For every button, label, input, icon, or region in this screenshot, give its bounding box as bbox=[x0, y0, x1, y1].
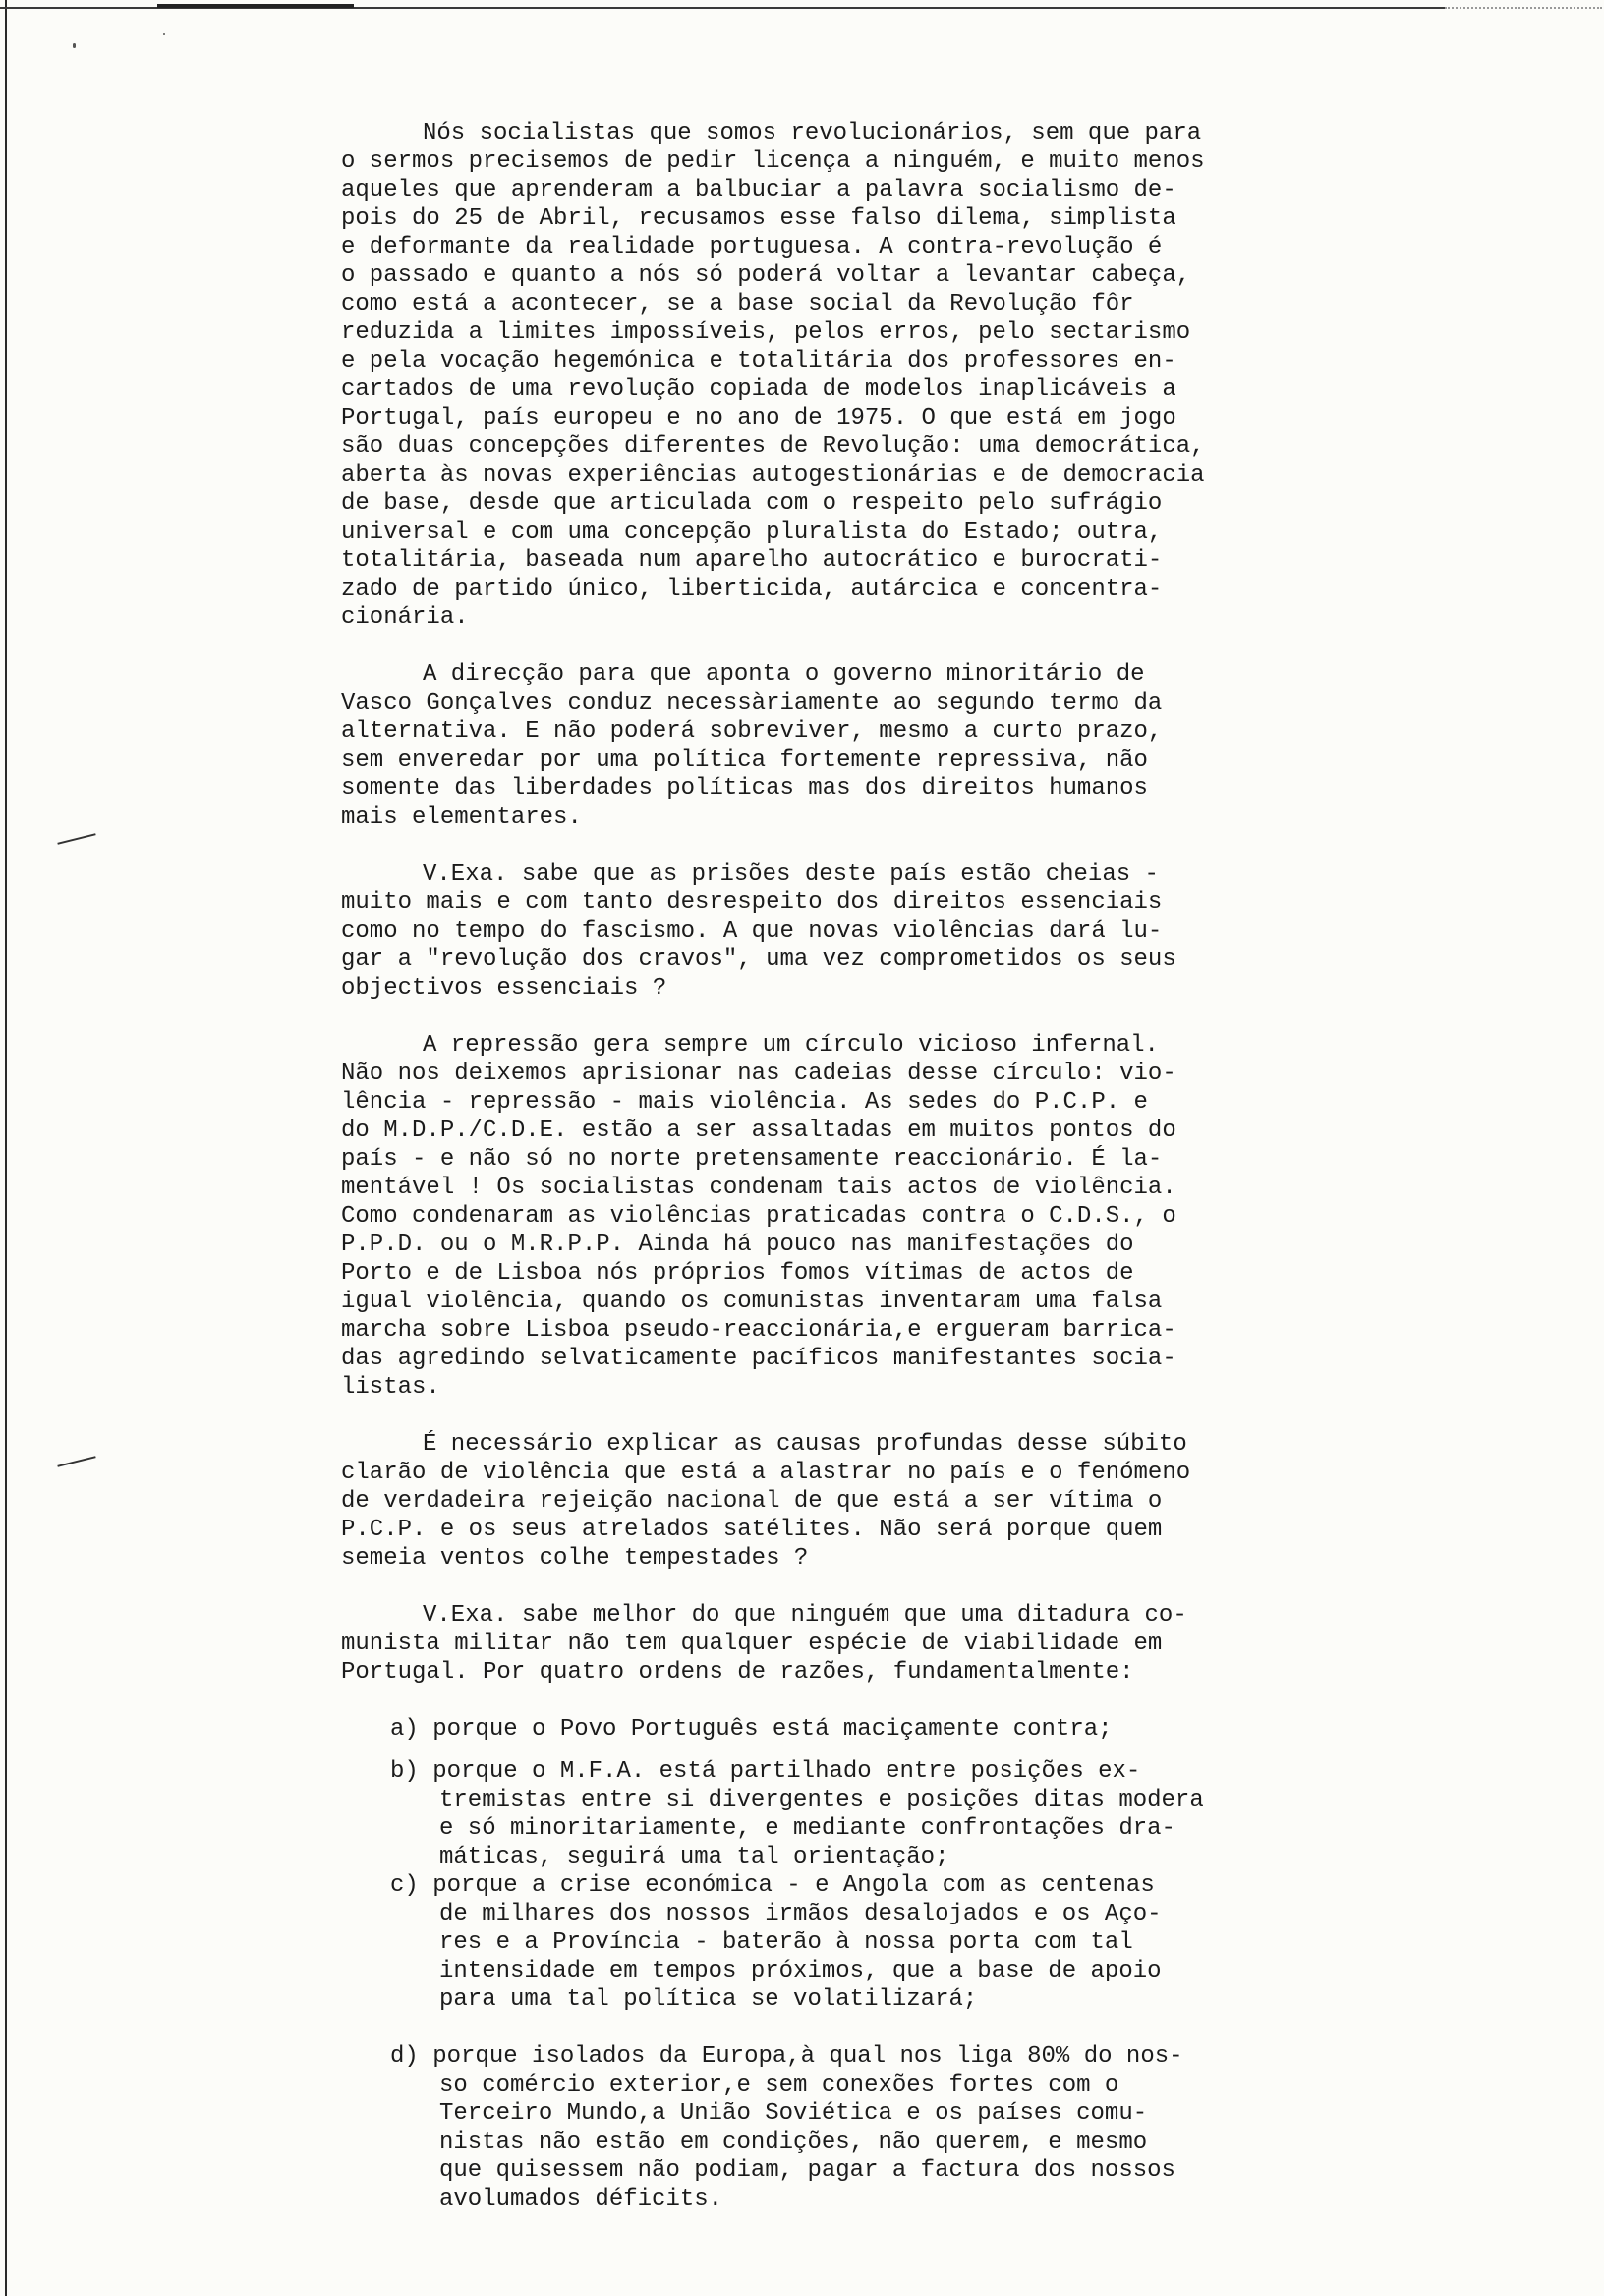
text-line: res e a Província - baterão à nossa porta com tal bbox=[439, 1929, 1133, 1956]
paragraph-gap bbox=[341, 2014, 1368, 2042]
text-line: para uma tal política se volatilizará; bbox=[439, 1986, 978, 2013]
text-line: Portugal, país europeu e no ano de 1975. O que está em jogo bbox=[341, 405, 1176, 431]
page-top-edge-dots bbox=[1445, 7, 1602, 9]
text-line: universal e com uma concepção pluralista do Estado; outra, bbox=[341, 519, 1163, 545]
text-line: P.P.D. ou o M.R.P.P. Ainda há pouco nas manifestações do bbox=[341, 1232, 1134, 1258]
text-line: Porto e de Lisboa nós próprios fomos vítimas de actos de bbox=[341, 1260, 1134, 1287]
paragraph-1 bbox=[341, 119, 1368, 632]
paragraph-6 bbox=[341, 1601, 1368, 1687]
text-line: gar a "revolução dos cravos", uma vez comprometidos os seus bbox=[341, 947, 1176, 973]
text-line: máticas, seguirá uma tal orientação; bbox=[439, 1844, 949, 1870]
text-line: aberta às novas experiências autogestionárias e de democracia bbox=[341, 462, 1205, 488]
paragraph-gap bbox=[341, 832, 1368, 860]
text-line: de verdadeira rejeição nacional de que está a ser vítima o bbox=[341, 1488, 1163, 1515]
text-line: de base, desde que articulada com o respeito pelo sufrágio bbox=[341, 490, 1163, 517]
text-line: Como condenaram as violências praticadas contra o C.D.S., o bbox=[341, 1203, 1176, 1230]
text-line: o sermos precisemos de pedir licença a ninguém, e muito menos bbox=[341, 148, 1205, 175]
text-line: nistas não estão em condições, não querem, e mesmo bbox=[439, 2129, 1148, 2155]
text-line bbox=[341, 1757, 1368, 1786]
text-line: cionária. bbox=[341, 604, 469, 631]
text-line: alternativa. E não poderá sobreviver, mesmo a curto prazo, bbox=[341, 718, 1163, 745]
text-line bbox=[341, 2042, 1368, 2071]
paragraph-2 bbox=[341, 660, 1368, 832]
item-text: porque o M.F.A. está partilhado entre posições ex- bbox=[432, 1758, 1141, 1785]
text-line: como no tempo do fascismo. A que novas violências dará lu- bbox=[341, 918, 1163, 945]
text-line: marcha sobre Lisboa pseudo-reaccionária,e ergueram barrica- bbox=[341, 1317, 1176, 1344]
text-line: e deformante da realidade portuguesa. A contra-revolução é bbox=[341, 234, 1163, 260]
text-line: zado de partido único, liberticida, autárcica e concentra- bbox=[341, 576, 1163, 603]
text-line: mais elementares. bbox=[341, 804, 582, 831]
text-line: V.Exa. sabe que as prisões deste país estão cheias - bbox=[423, 861, 1159, 888]
text-line bbox=[341, 1715, 1368, 1744]
text-line: so comércio exterior,e sem conexões fortes com o bbox=[439, 2072, 1119, 2098]
text-line: de milhares dos nossos irmãos desalojados e os Aço- bbox=[439, 1901, 1162, 1927]
text-line: listas. bbox=[341, 1374, 440, 1401]
text-line: do M.D.P./C.D.E. estão a ser assaltadas em muitos pontos do bbox=[341, 1118, 1176, 1144]
letter-body bbox=[341, 119, 1368, 2213]
item-text: porque isolados da Europa,à qual nos liga 80% do nos- bbox=[432, 2043, 1183, 2070]
text-line: avolumados déficits. bbox=[439, 2186, 723, 2212]
item-marker: b) bbox=[390, 1758, 419, 1785]
list-item-b bbox=[341, 1757, 1368, 1871]
text-line: das agredindo selvaticamente pacíficos manifestantes socia- bbox=[341, 1346, 1176, 1372]
list-item-d bbox=[341, 2042, 1368, 2213]
page-top-edge-mark bbox=[157, 4, 354, 8]
text-line: somente das liberdades políticas mas dos direitos humanos bbox=[341, 775, 1148, 802]
text-line: são duas concepções diferentes de Revolução: uma democrática, bbox=[341, 433, 1205, 460]
text-line: e pela vocação hegemónica e totalitária dos professores en- bbox=[341, 348, 1176, 374]
text-line: muito mais e com tanto desrespeito dos direitos essenciais bbox=[341, 890, 1163, 916]
text-line: Não nos deixemos aprisionar nas cadeias desse círculo: vio- bbox=[341, 1061, 1176, 1087]
text-line: país - e não só no norte pretensamente reaccionário. É la- bbox=[341, 1146, 1163, 1173]
text-line: igual violência, quando os comunistas inventaram uma falsa bbox=[341, 1289, 1163, 1315]
paragraph-gap bbox=[341, 632, 1368, 660]
list-item-a bbox=[341, 1715, 1368, 1744]
paragraph-5 bbox=[341, 1430, 1368, 1573]
text-line: cartados de uma revolução copiada de modelos inaplicáveis a bbox=[341, 376, 1176, 403]
text-line: É necessário explicar as causas profundas desse súbito bbox=[423, 1431, 1187, 1458]
text-line: tremistas entre si divergentes e posições ditas modera bbox=[439, 1787, 1204, 1813]
text-line: pois do 25 de Abril, recusamos esse falso dilema, simplista bbox=[341, 205, 1176, 232]
text-line: semeia ventos colhe tempestades ? bbox=[341, 1545, 809, 1572]
text-line: mentável ! Os socialistas condenam tais actos de violência. bbox=[341, 1175, 1176, 1201]
text-line: e só minoritariamente, e mediante confrontações dra- bbox=[439, 1815, 1175, 1842]
scan-speck bbox=[163, 33, 165, 35]
paragraph-3 bbox=[341, 860, 1368, 1003]
item-text: porque o Povo Português está maciçamente contra; bbox=[432, 1716, 1113, 1743]
item-marker: a) bbox=[390, 1716, 419, 1743]
text-line: como está a acontecer, se a base social da Revolução fôr bbox=[341, 291, 1134, 317]
paragraph-gap bbox=[341, 1402, 1368, 1430]
text-line: o passado e quanto a nós só poderá voltar a levantar cabeça, bbox=[341, 262, 1191, 289]
text-line: Portugal. Por quatro ordens de razões, fundamentalmente: bbox=[341, 1659, 1134, 1686]
scan-speck bbox=[73, 43, 76, 48]
text-line: P.C.P. e os seus atrelados satélites. Não será porque quem bbox=[341, 1517, 1163, 1543]
text-line: sem enveredar por uma política fortemente repressiva, não bbox=[341, 747, 1148, 774]
text-line: Nós socialistas que somos revolucionários, sem que para bbox=[423, 120, 1202, 146]
text-line: V.Exa. sabe melhor do que ninguém que uma ditadura co- bbox=[423, 1602, 1187, 1629]
text-line: reduzida a limites impossíveis, pelos erros, pelo sectarismo bbox=[341, 319, 1191, 346]
text-line: A repressão gera sempre um círculo vicioso infernal. bbox=[423, 1032, 1159, 1059]
page-left-edge bbox=[5, 0, 7, 2296]
text-line: que quisessem não podiam, pagar a factura dos nossos bbox=[439, 2157, 1175, 2184]
text-line: munista militar não tem qualquer espécie de viabilidade em bbox=[341, 1631, 1163, 1657]
text-line: objectivos essenciais ? bbox=[341, 975, 667, 1002]
text-line: intensidade em tempos próximos, que a base de apoio bbox=[439, 1958, 1162, 1984]
text-line: Terceiro Mundo,a União Soviética e os países comu- bbox=[439, 2100, 1148, 2127]
text-line: clarão de violência que está a alastrar no país e o fenómeno bbox=[341, 1460, 1191, 1486]
item-text: porque a crise económica - e Angola com as centenas bbox=[432, 1872, 1155, 1899]
text-line: Vasco Gonçalves conduz necessàriamente ao segundo termo da bbox=[341, 690, 1163, 717]
text-line: aqueles que aprenderam a balbuciar a palavra socialismo de- bbox=[341, 177, 1176, 203]
text-line: lência - repressão - mais violência. As sedes do P.C.P. e bbox=[341, 1089, 1148, 1116]
text-line: totalitária, baseada num aparelho autocrático e burocrati- bbox=[341, 547, 1163, 574]
item-marker: d) bbox=[390, 2043, 419, 2070]
paragraph-gap bbox=[341, 1003, 1368, 1031]
item-marker: c) bbox=[390, 1872, 419, 1899]
text-line bbox=[341, 1871, 1368, 1900]
margin-mark bbox=[57, 833, 95, 845]
paragraph-4 bbox=[341, 1031, 1368, 1402]
margin-mark bbox=[57, 1456, 95, 1467]
paragraph-gap bbox=[341, 1687, 1368, 1715]
paragraph-gap bbox=[341, 1573, 1368, 1601]
list-item-c bbox=[341, 1871, 1368, 2014]
text-line: A direcção para que aponta o governo minoritário de bbox=[423, 661, 1145, 688]
